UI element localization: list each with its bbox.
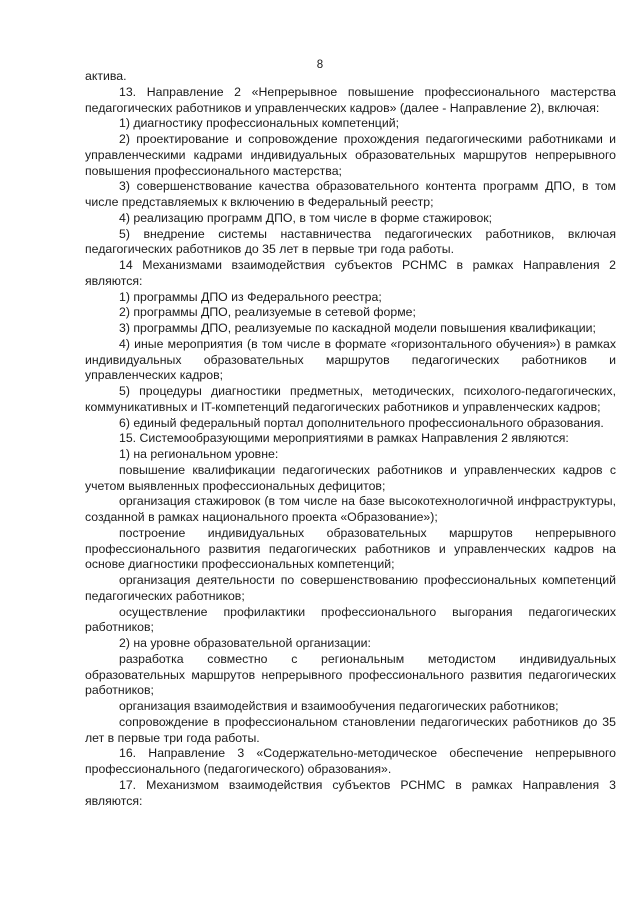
paragraph: 13. Направление 2 «Непрерывное повышение профессионального мастерства педагогических работников и управленческих кадров» (далее - Направление 2), включая: xyxy=(85,84,616,115)
paragraph: построение индивидуальных образовательных маршрутов непрерывного профессионального развития педагогических работников и управленческих кадров на основе диагностики профессиональных компетенций; xyxy=(85,525,616,572)
paragraph: организация деятельности по совершенствованию профессиональных компетенций педагогических работников; xyxy=(85,573,616,603)
paragraph: 15. Системообразующими мероприятиями в рамках Направления 2 являются: xyxy=(119,431,569,446)
paragraph: осуществление профилактики профессионального выгорания педагогических работников; xyxy=(85,604,616,635)
document-body xyxy=(85,69,616,809)
paragraph: 4) иные мероприятия (в том числе в формате «горизонтального обучения») в рамках индивидуальных образовательных маршрутов педагогических работников и управленческих кадров; xyxy=(85,336,616,383)
paragraph: сопровождение в профессиональном становлении педагогических работников до 35 лет в первые три года работы. xyxy=(85,714,616,745)
paragraph: 16. Направление 3 «Содержательно-методическое обеспечение непрерывного профессионального (педагогического) образования». xyxy=(85,746,616,776)
paragraph: 14 Механизмами взаимодействия субъектов РСНМС в рамках Направления 2 являются: xyxy=(85,258,616,288)
paragraph: организация взаимодействия и взаимообучения педагогических работников; xyxy=(119,699,559,713)
paragraph: 2) на уровне образовательной организации: xyxy=(119,636,371,650)
paragraph: 5) внедрение системы наставничества педагогических работников, включая педагогических работников до 35 лет в первые три года работы. xyxy=(85,226,616,257)
paragraph: 1) на региональном уровне: xyxy=(119,447,279,461)
paragraph: актива. xyxy=(85,69,127,83)
paragraph: 5) процедуры диагностики предметных, методических, психолого-педагогических, коммуникативных и IT-компетенций педагогических работников и управленческих кадров; xyxy=(85,384,616,414)
paragraph: организация стажировок (в том числе на базе высокотехнологичной инфраструктуры, созданной в рамках национального проекта «Образование»); xyxy=(85,494,616,524)
paragraph: повышение квалификации педагогических работников и управленческих кадров с учетом выявленных профессиональных дефицитов; xyxy=(85,462,616,493)
paragraph: 1) диагностику профессиональных компетенций; xyxy=(119,116,400,131)
paragraph: 17. Механизмом взаимодействия субъектов РСНМС в рамках Направления 3 являются: xyxy=(85,777,616,808)
paragraph: 6) единый федеральный портал дополнительного профессионального образования. xyxy=(119,415,604,430)
paragraph: 2) проектирование и сопровождение прохождения педагогическими работниками и управленческими кадрами индивидуальных образовательных маршрутов непрерывного повышения профессионального мастерства; xyxy=(85,132,616,178)
paragraph: 1) программы ДПО из Федерального реестра; xyxy=(119,289,382,304)
paragraph: 2) программы ДПО, реализуемые в сетевой форме; xyxy=(119,305,416,320)
paragraph: 3) программы ДПО, реализуемые по каскадной модели повышения квалификации; xyxy=(119,321,596,335)
paragraph: 3) совершенствование качества образовательного контента программ ДПО, в том числе представляемых к включению в Федеральный реестр; xyxy=(85,179,616,209)
page-number: 8 xyxy=(316,59,324,71)
paragraph: 4) реализацию программ ДПО, в том числе в форме стажировок; xyxy=(119,210,493,225)
paragraph: разработка совместно с региональным методистом индивидуальных образовательных маршрутов непрерывного профессионального развития педагогических работников; xyxy=(85,651,616,698)
